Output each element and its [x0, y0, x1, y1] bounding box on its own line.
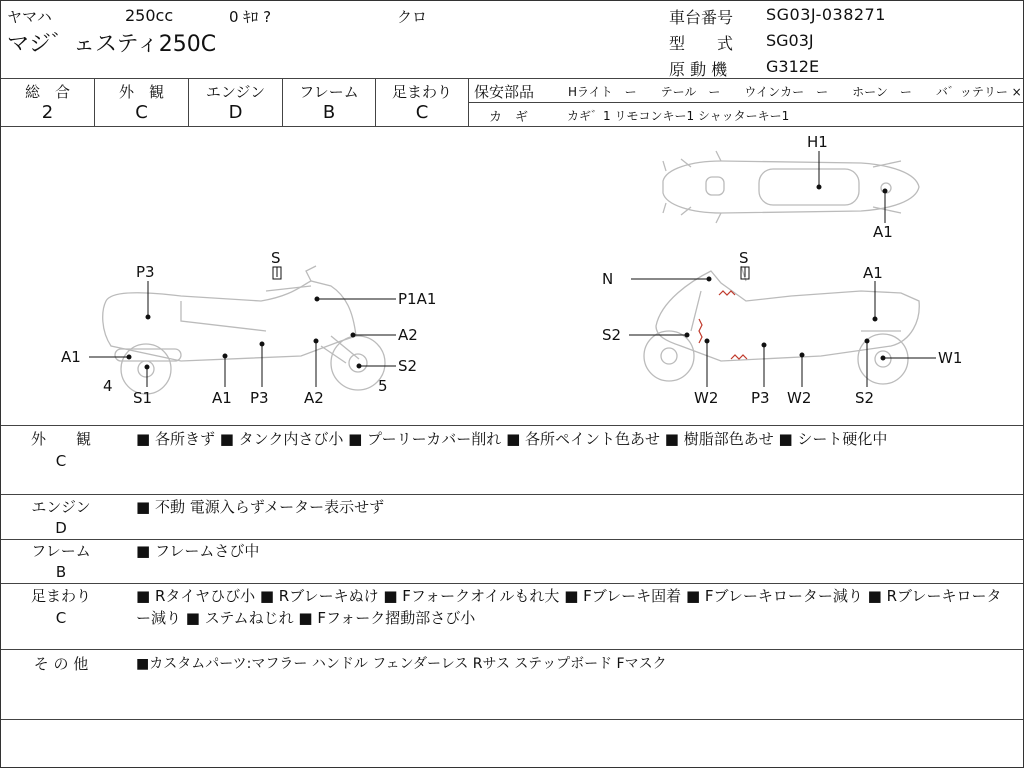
- exterior-label: 外 観: [118, 83, 164, 101]
- diagram-label: A2: [398, 326, 418, 344]
- overall-score: 2: [41, 102, 54, 123]
- diagram-label: S2: [398, 357, 418, 375]
- maker-name: ヤマハ: [7, 8, 52, 26]
- safety-parts-label: 保安部品: [474, 83, 535, 101]
- suspension-score: C: [415, 102, 429, 123]
- diagram-label: P3: [136, 263, 155, 281]
- frame-number-value: SG03J-038271: [766, 5, 886, 24]
- scooter-top-view: [663, 151, 919, 223]
- engine-detail-label: エンジン: [31, 498, 91, 516]
- damage-marks: [699, 291, 747, 359]
- suspension-score-label: 足まわり: [391, 83, 452, 101]
- divider: [1, 78, 1023, 79]
- suspension-detail-text: ■ Rタイヤひび小 ■ Rブレーキぬけ ■ Fフォークオイルもれ大 ■ Fブレーキ固着 ■ Fブレーキローター減り ■ Rブレーキローター減り ■ ステムねじれ ■ Fフォーク摺動部さび小: [136, 587, 1002, 627]
- diagram-label: 4: [103, 377, 113, 395]
- displacement: 250cc: [125, 6, 174, 25]
- frame-score-label: フレーム: [299, 83, 359, 101]
- safety-parts-line1: Hライト ー テール ー ウインカー ー ホーン ー バ゛ッテリー ×: [568, 85, 1022, 99]
- exterior-detail-text: ■ 各所きず ■ タンク内さび小 ■ プーリーカバー削れ ■ 各所ペイント色あせ ■ 樹脂部色あせ ■ シート硬化中: [136, 430, 888, 448]
- frame-score: B: [322, 102, 336, 123]
- diagram-label: A1: [212, 389, 232, 407]
- frame-detail-grade: B: [55, 563, 67, 581]
- diagram-label: H1: [807, 133, 828, 151]
- other-detail-text: ■カスタムパーツ:マフラー ハンドル フェンダーレス Rサス ステップボード Fマスク: [136, 656, 667, 672]
- diagram-label: P1A1: [398, 290, 437, 308]
- frame-number-label: 車台番号: [669, 8, 734, 27]
- diagram-label: S: [739, 249, 749, 267]
- divider: [468, 79, 469, 127]
- damage-diagram: [1, 127, 1023, 425]
- keys-value: カギ゛1 リモコンキー1 シャッターキー1: [567, 109, 790, 123]
- other-detail-label: そ の 他: [33, 655, 89, 673]
- keys-label: カ ギ: [489, 110, 529, 125]
- engine-score-label: エンジン: [205, 83, 266, 101]
- suspension-detail-grade: C: [55, 609, 67, 627]
- scooter-right-view: [644, 266, 919, 384]
- divider: [1, 583, 1023, 584]
- diagram-label: P3: [751, 389, 770, 407]
- model-type-value: SG03J: [766, 31, 814, 50]
- divider: [1, 649, 1023, 650]
- engine-code-label: 原 動 機: [669, 60, 728, 79]
- frame-detail-text: ■ フレームさび中: [136, 542, 260, 560]
- diagram-label: 5: [378, 377, 388, 395]
- diagram-label: S2: [855, 389, 875, 407]
- mileage: 0 ｷﾛ ?: [229, 8, 272, 26]
- engine-detail-grade: D: [55, 519, 67, 537]
- diagram-label: A1: [873, 223, 893, 241]
- diagram-label: W2: [694, 389, 719, 407]
- diagram-label: W1: [938, 349, 963, 367]
- diagram-label: A2: [304, 389, 324, 407]
- diagram-label: S2: [602, 326, 622, 344]
- diagram-label: W2: [787, 389, 812, 407]
- diagram-label: S1: [133, 389, 153, 407]
- diagram-label: S: [271, 249, 281, 267]
- exterior-score: C: [135, 102, 148, 123]
- exterior-detail-grade: C: [55, 452, 67, 470]
- overall-label: 総 合: [24, 83, 70, 101]
- model-type-label: 型 式: [669, 34, 734, 53]
- engine-detail-text: ■ 不動 電源入らずメーター表示せず: [136, 498, 385, 516]
- scooter-left-view: [103, 266, 385, 394]
- engine-score: D: [228, 102, 243, 123]
- diagram-label: P3: [250, 389, 269, 407]
- callout-markers: [89, 151, 936, 387]
- engine-code-value: G312E: [766, 57, 820, 76]
- suspension-detail-label: 足まわり: [30, 587, 91, 605]
- model-name: マジ゛ェスティ250C: [7, 32, 217, 57]
- divider: [469, 102, 1023, 103]
- frame-detail-label: フレーム: [31, 542, 91, 560]
- diagram-label: N: [602, 270, 614, 288]
- diagram-label: A1: [863, 264, 883, 282]
- divider: [1, 719, 1023, 720]
- body-color: クロ: [397, 8, 428, 26]
- diagram-label: A1: [61, 348, 81, 366]
- divider: [1, 425, 1023, 426]
- divider: [1, 494, 1023, 495]
- callout-labels: [61, 133, 962, 407]
- exterior-detail-label: 外 観: [30, 430, 91, 448]
